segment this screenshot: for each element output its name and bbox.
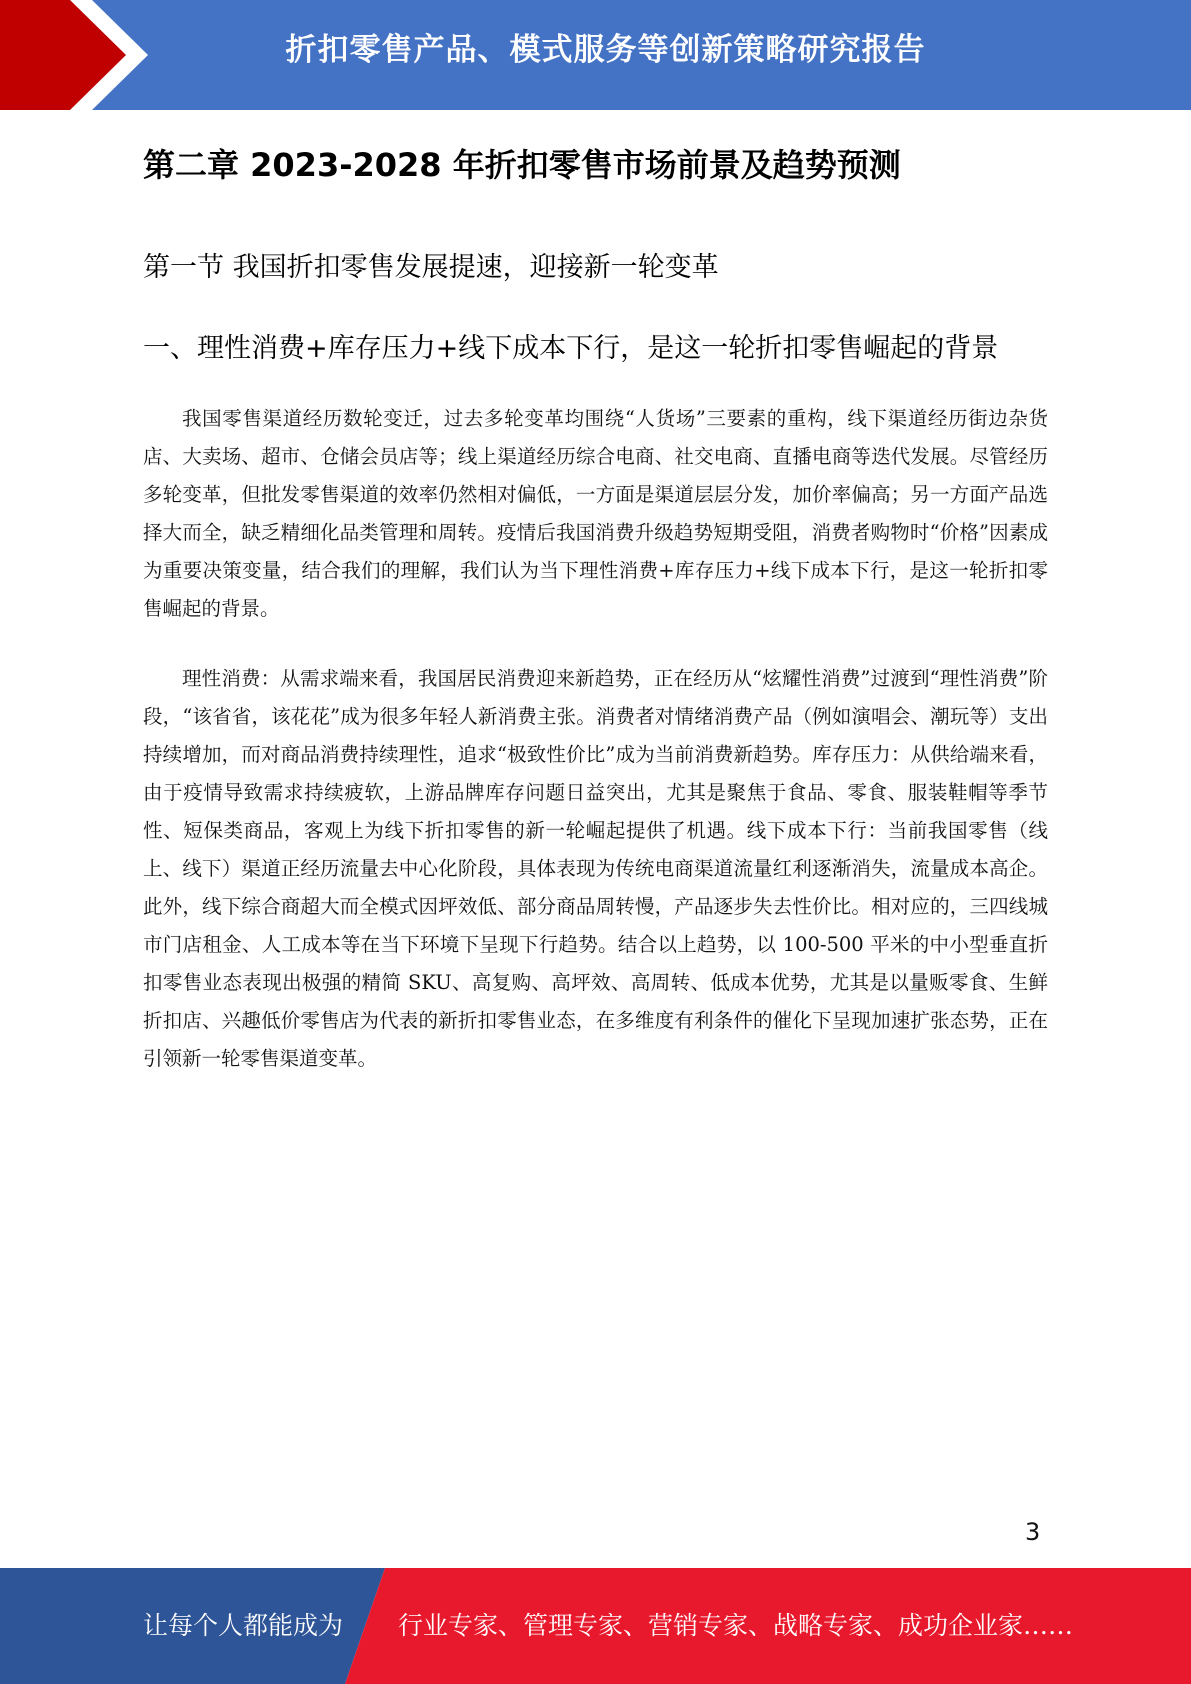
footer-band xyxy=(0,1568,1191,1684)
body-paragraph: 我国零售渠道经历数轮变迁，过去多轮变革均围绕“人货场”三要素的重构，线下渠道经历街边杂货店、大卖场、超市、仓储会员店等；线上渠道经历综合电商、社交电商、直播电商等迭代发展。尽管经历多轮变革，但批发零售渠道的效率仍然相对偏低，一方面是渠道层层分发，加价率偏高；另一方面产品选择大而全，缺乏精细化品类管理和周转。疫情后我国消费升级趋势短期受阻，消费者购物时“价格”因素成为重要决策变量，结合我们的理解，我们认为当下理性消费+库存压力+线下成本下行，是这一轮折扣零售崛起的背景。 xyxy=(143,407,1048,620)
chapter-heading: 第二章 2023-2028 年折扣零售市场前景及趋势预测 xyxy=(143,146,901,184)
footer-slogan-right: 行业专家、管理专家、营销专家、战略专家、成功企业家…… xyxy=(398,1611,1074,1640)
page-number: 3 xyxy=(1025,1518,1041,1546)
body-paragraph: 理性消费：从需求端来看，我国居民消费迎来新趋势，正在经历从“炫耀性消费”过渡到“理性消费”阶段，“该省省，该花花”成为很多年轻人新消费主张。消费者对情绪消费产品（例如演唱会、潮玩等）支出持续增加，而对商品消费持续理性，追求“极致性价比”成为当前消费新趋势。库存压力：从供给端来看，由于疫情导致需求持续疲软，上游品牌库存问题日益突出，尤其是聚焦于食品、零食、服装鞋帽等季节性、短保类商品，客观上为线下折扣零售的新一轮崛起提供了机遇。线下成本下行：当前我国零售（线上、线下）渠道正经历流量去中心化阶段，具体表现为传统电商渠道流量红利逐渐消失，流量成本高企。此外，线下综合商超大而全模式因坪效低、部分商品周转慢，产品逐步失去性价比。相对应的，三四线城市门店租金、人工成本等在当下环境下呈现下行趋势。结合以上趋势，以 100-500 平米的中小型垂直折扣零售业态表现出极强的精简 SKU、高复购、高坪效、高周转、低成本优势，尤其是以量贩零食、生鲜折扣店、兴趣低价零售店为代表的新折扣零售业态，在多维度有利条件的催化下呈现加速扩张态势，正在引领新一轮零售渠道变革。 xyxy=(143,667,1048,1070)
report-title: 折扣零售产品、模式服务等创新策略研究报告 xyxy=(285,32,926,68)
section-heading: 第一节 我国折扣零售发展提速，迎接新一轮变革 xyxy=(143,252,719,283)
subsection-heading: 一、理性消费+库存压力+线下成本下行，是这一轮折扣零售崛起的背景 xyxy=(143,333,999,364)
footer-slogan-left: 让每个人都能成为 xyxy=(143,1611,344,1640)
header-band xyxy=(0,0,1191,110)
